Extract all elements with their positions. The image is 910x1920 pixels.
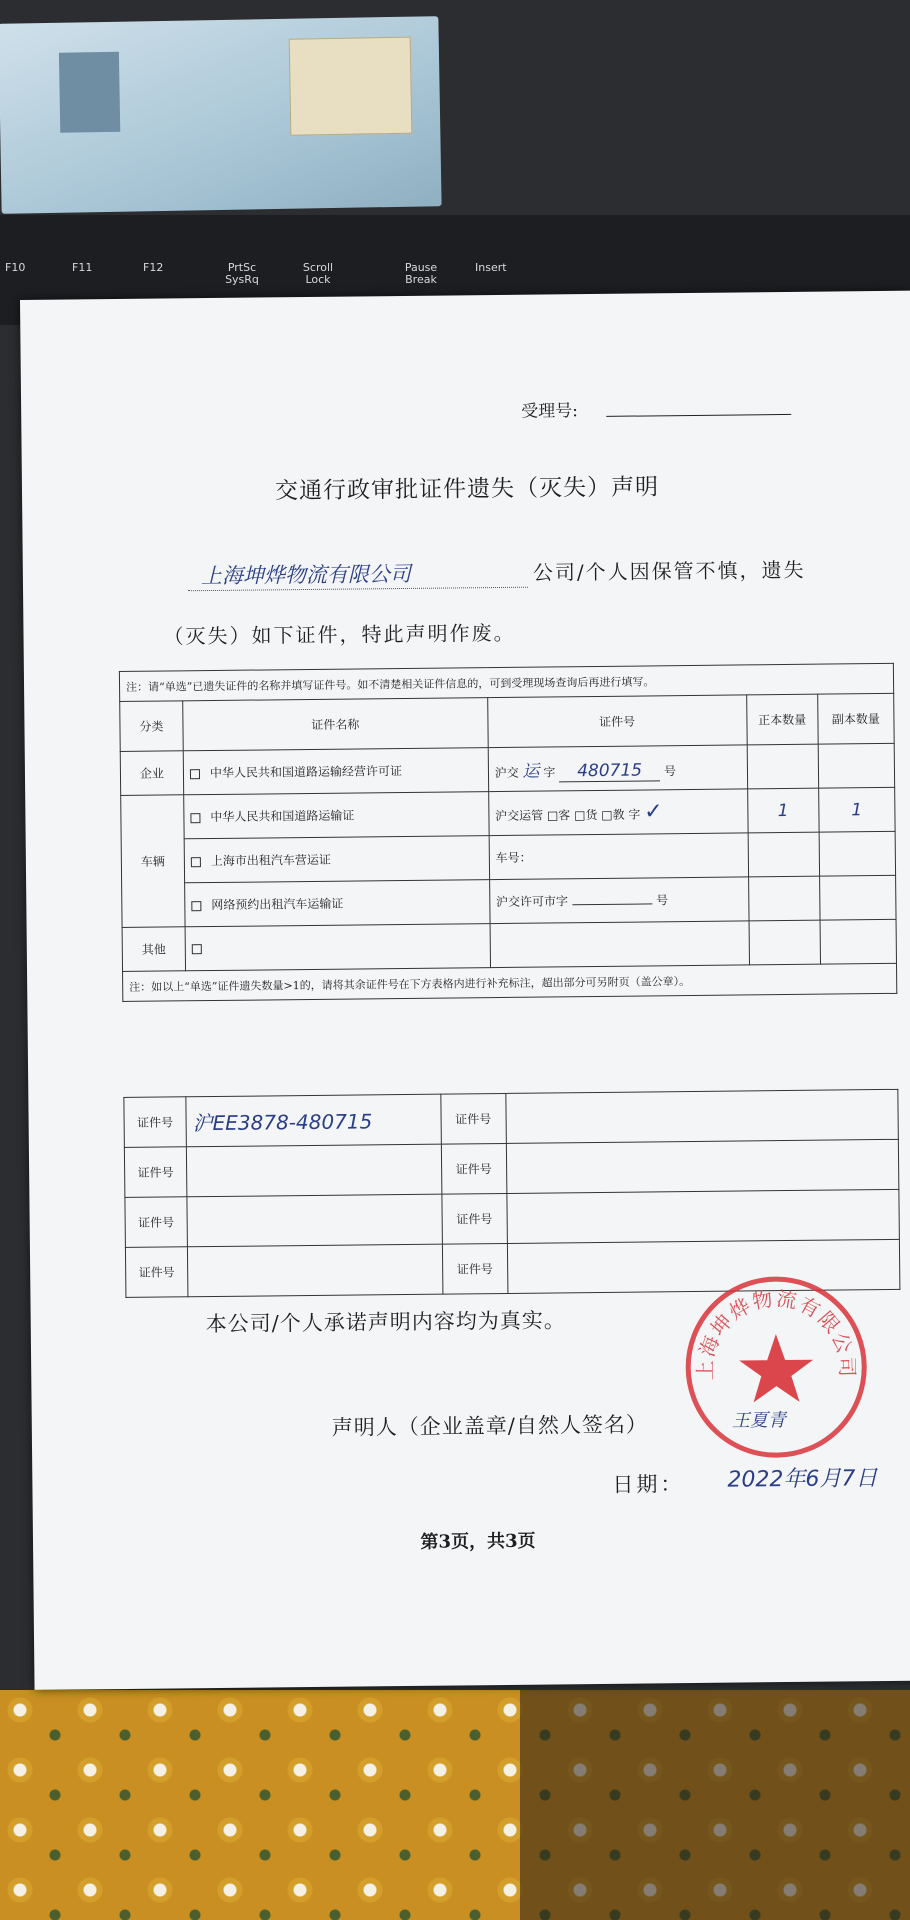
original-count: 1 <box>777 800 789 821</box>
table-row <box>124 1139 898 1197</box>
table-note-2: 注：如以上“单选”证件遗失数量>1的，请将其余证件号在下方表格内进行补充标注，超出部分可另附页（盖公章）。 <box>123 963 897 1001</box>
checkbox[interactable] <box>190 769 200 779</box>
cert-number-cell <box>488 789 747 836</box>
plate-label: 车号： <box>495 850 532 866</box>
copy-count-cell <box>818 743 895 788</box>
stamp-text: 上海坤烨物流有限公司 <box>693 1286 860 1381</box>
cert-name-cell <box>183 748 488 795</box>
cert-name: 中华人民共和国道路运输证 <box>210 808 355 825</box>
book-cover-image <box>59 52 120 133</box>
number-prefix: 沪交 <box>494 765 519 781</box>
supp-label: 证件号 <box>441 1143 506 1194</box>
accept-no-line <box>606 414 791 417</box>
date-label: 日期： <box>612 1472 685 1497</box>
checkbox[interactable] <box>190 813 200 823</box>
company-name-handwritten: 上海坤烨物流有限公司 <box>200 561 412 589</box>
category-vehicle: 车辆 <box>121 795 185 928</box>
supp-value-cell <box>506 1139 899 1193</box>
supp-label: 证件号 <box>442 1243 507 1294</box>
header-original-count: 正本数量 <box>746 694 818 745</box>
signature-handwritten: 王夏青 <box>731 1410 786 1432</box>
cert-name: 上海市出租汽车营运证 <box>210 852 331 869</box>
original-count-cell <box>748 832 820 877</box>
date-handwritten: 2022年6月7日 <box>727 1466 878 1493</box>
number-prefix: 沪交许可市字 <box>495 894 569 910</box>
cert-number-cell <box>488 745 747 792</box>
category-enterprise: 企业 <box>120 751 183 796</box>
supp-value-cell <box>505 1089 898 1143</box>
background-shadow <box>520 1690 910 1920</box>
cert-name: 网络预约出租汽车运输证 <box>211 896 344 913</box>
key-pause: Pause Break <box>404 261 438 286</box>
cert-name: 中华人民共和国道路运输经营许可证 <box>209 764 403 781</box>
supp-label: 证件号 <box>441 1093 506 1144</box>
copy-count-cell <box>818 787 895 832</box>
copy-count-cell <box>819 875 896 920</box>
handwritten-char: 运 <box>522 761 540 782</box>
number-suffix: 号 <box>655 893 669 908</box>
cert-number-cell <box>490 921 749 968</box>
signer-label: 声明人（企业盖章/自然人签名） <box>331 1412 649 1440</box>
declaration-line-2: （灭失）如下证件，特此声明作废。 <box>163 620 516 649</box>
original-count-cell <box>747 788 819 833</box>
header-number: 证件号 <box>487 695 747 748</box>
cert-name-cell <box>185 880 490 927</box>
supp-label: 证件号 <box>124 1097 186 1148</box>
category-other: 其他 <box>122 927 185 972</box>
cert-name-cell <box>185 924 490 971</box>
background-book <box>0 16 442 214</box>
cert-number-template: 沪交运管 □客 □货 □教 字 <box>495 807 641 824</box>
accept-no-label: 受理号: <box>521 401 579 422</box>
supp-label: 证件号 <box>442 1193 507 1244</box>
original-count-cell <box>747 744 819 789</box>
number-suffix: 号 <box>663 764 676 779</box>
header-copy-count: 副本数量 <box>817 693 894 744</box>
key-prtsc: PrtSc SysRq <box>225 261 259 286</box>
copy-count: 1 <box>851 799 863 820</box>
supp-value-cell <box>506 1189 899 1243</box>
checkbox[interactable] <box>191 901 201 911</box>
certificate-table <box>119 663 897 1002</box>
cert-number-cell <box>489 877 748 924</box>
table-row <box>124 1089 898 1147</box>
page-number: 第3页，共3页 <box>420 1530 536 1553</box>
header-category: 分类 <box>120 701 183 752</box>
supp-value-cell <box>186 1144 441 1197</box>
cert-number-cell <box>489 833 748 880</box>
supp-label: 证件号 <box>125 1197 187 1248</box>
key-scroll-lock: Scroll Lock <box>302 261 334 286</box>
table-note-1: 注：请“单选”已遗失证件的名称并填写证件号。如不清楚相关证件信息的，可到受理现场查询后再进行填写。 <box>119 663 893 701</box>
supp-value-cell <box>187 1194 442 1247</box>
cert-name-cell <box>184 792 489 839</box>
promise-statement: 本公司/个人承诺声明内容均为真实。 <box>205 1308 566 1337</box>
key-f12: F12 <box>143 261 164 274</box>
checkmark-icon: ✓ <box>644 799 663 825</box>
supp-value-cell <box>186 1094 441 1147</box>
copy-count-cell <box>820 919 897 964</box>
checkbox[interactable] <box>192 944 202 954</box>
supp-value-cell <box>187 1244 442 1297</box>
original-count-cell <box>749 920 821 965</box>
supp-label: 证件号 <box>124 1147 186 1198</box>
supp-label: 证件号 <box>125 1247 187 1298</box>
key-f11: F11 <box>72 261 93 274</box>
document-title: 交通行政审批证件遗失（灭失）声明 <box>274 474 660 505</box>
declaration-document <box>20 291 910 1690</box>
supplement-table <box>123 1089 900 1298</box>
handwritten-number: 480715 <box>559 760 660 782</box>
original-count-cell <box>748 876 820 921</box>
number-mid: 字 <box>543 765 556 780</box>
copy-count-cell <box>819 831 896 876</box>
table-row <box>125 1189 899 1247</box>
cert-name-cell <box>184 836 489 883</box>
supp-value-handwritten: 沪EE3878-480715 <box>192 1109 373 1136</box>
declaration-line-1: 公司/个人因保管不慎，遗失 <box>532 557 806 585</box>
checkbox[interactable] <box>191 857 201 867</box>
book-label <box>289 37 413 136</box>
key-f10: F10 <box>5 261 26 274</box>
company-seal-stamp <box>680 1271 872 1463</box>
key-insert: Insert <box>475 261 507 274</box>
header-name: 证件名称 <box>183 698 488 751</box>
